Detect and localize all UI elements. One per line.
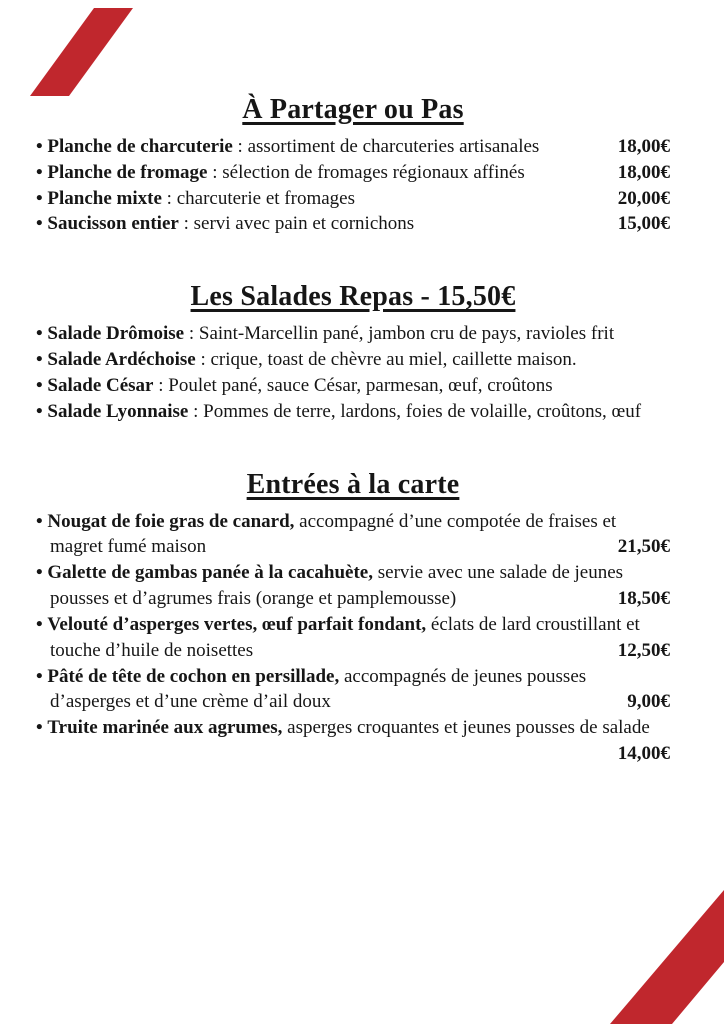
menu-item — [36, 373, 670, 399]
item-name: Salade Drômoise — [47, 323, 185, 345]
item-desc: éclats de lard croustillant et touche d’huile de noisettes — [50, 613, 640, 661]
bullet-icon: • — [36, 323, 43, 345]
item-desc: accompagnés de jeunes pousses d’asperges et d’une crème d’ail doux — [50, 665, 587, 713]
menu-item — [36, 211, 670, 237]
item-name: Salade César — [47, 374, 154, 396]
menu-item — [36, 347, 670, 373]
menu-item — [36, 321, 670, 347]
item-price: 21,50€ — [617, 536, 670, 558]
menu-item — [36, 399, 670, 425]
section-partager-items — [36, 134, 670, 237]
bullet-icon: • — [36, 400, 43, 422]
item-desc: : sélection de fromages régionaux affinés — [207, 161, 525, 183]
item-desc: : Saint-Marcellin pané, jambon cru de pays, ravioles frit — [184, 323, 615, 345]
menu-item — [36, 664, 670, 716]
item-price: 12,50€ — [617, 639, 670, 661]
item-price: 18,00€ — [617, 136, 670, 157]
item-name: Salade Lyonnaise — [47, 400, 189, 422]
item-name: Galette de gambas panée à la cacahuète, — [47, 562, 373, 584]
item-price: 14,00€ — [617, 743, 670, 765]
section-entrees — [36, 469, 670, 767]
bullet-icon: • — [36, 613, 43, 635]
item-desc: : crique, toast de chèvre au miel, caillette maison. — [195, 349, 577, 371]
section-title-entrees: Entrées à la carte — [246, 468, 460, 500]
section-title-partager: À Partager ou Pas — [242, 94, 464, 125]
item-name: Salade Ardéchoise — [47, 349, 196, 371]
menu-item — [36, 160, 670, 186]
menu-item — [36, 612, 670, 664]
bullet-icon: • — [36, 717, 43, 739]
menu-item — [36, 134, 670, 160]
item-name: Truite marinée aux agrumes, — [47, 717, 283, 739]
item-name: Nougat de foie gras de canard, — [47, 510, 295, 532]
bullet-icon: • — [36, 213, 43, 235]
item-desc: accompagné d’une compotée de fraises et magret fumé maison — [50, 510, 617, 558]
corner-ribbon-bottom-right — [594, 884, 724, 1024]
item-name: Planche de charcuterie — [47, 136, 233, 157]
item-desc: : assortiment de charcuteries artisanales — [232, 136, 540, 157]
corner-ribbon-top-left — [0, 0, 160, 110]
menu-item — [36, 186, 670, 212]
bullet-icon: • — [36, 136, 43, 157]
menu-item — [36, 715, 670, 767]
bullet-icon: • — [36, 665, 43, 687]
menu-item — [36, 560, 670, 612]
bullet-icon: • — [36, 187, 43, 209]
item-desc: asperges croquantes et jeunes pousses de salade — [282, 717, 650, 739]
bullet-icon: • — [36, 349, 43, 371]
item-name: Saucisson entier — [47, 213, 179, 235]
item-desc: : charcuterie et fromages — [161, 187, 355, 209]
bullet-icon: • — [36, 374, 43, 396]
item-desc: : Poulet pané, sauce César, parmesan, œuf, croûtons — [153, 374, 553, 396]
item-price: 9,00€ — [627, 691, 670, 713]
menu-item — [36, 509, 670, 561]
item-desc: : servi avec pain et cornichons — [178, 213, 415, 235]
item-name: Velouté d’asperges vertes, œuf parfait fondant, — [47, 613, 427, 635]
section-partager — [36, 94, 670, 237]
bullet-icon: • — [36, 161, 43, 183]
section-entrees-items — [36, 509, 670, 767]
item-desc: : Pommes de terre, lardons, foies de volaille, croûtons, œuf — [188, 400, 642, 422]
section-salades-items — [36, 321, 670, 424]
item-price: 18,50€ — [617, 588, 670, 610]
item-name: Planche de fromage — [47, 161, 208, 183]
bullet-icon: • — [36, 510, 43, 532]
item-name: Planche mixte — [47, 187, 162, 209]
item-price: 18,00€ — [617, 161, 670, 183]
item-price: 20,00€ — [617, 187, 670, 209]
section-salades — [36, 281, 670, 424]
item-name: Pâté de tête de cochon en persillade, — [47, 665, 340, 687]
bullet-icon: • — [36, 562, 43, 584]
item-price: 15,00€ — [617, 213, 670, 235]
section-title-salades: Les Salades Repas - 15,50€ — [190, 281, 516, 313]
item-desc: servie avec une salade de jeunes pousses et d’agrumes frais (orange et pamplemousse) — [50, 562, 624, 610]
